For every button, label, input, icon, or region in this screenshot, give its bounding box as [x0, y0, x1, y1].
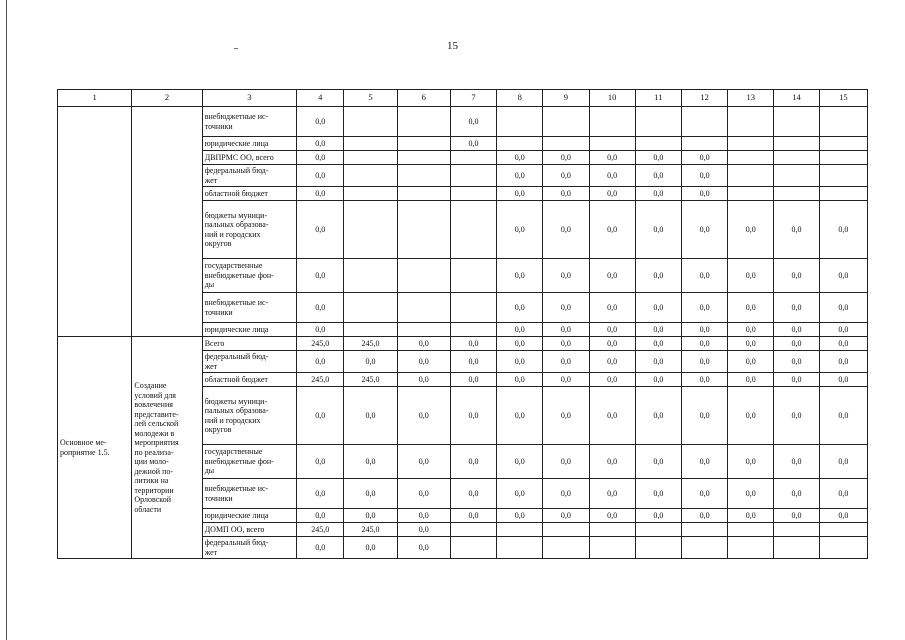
value-cell-col-12: 0,0: [681, 165, 727, 187]
value-cell-col-11: 0,0: [635, 337, 681, 351]
value-cell-col-12: 0,0: [681, 351, 727, 373]
value-cell-col-12: 0,0: [681, 187, 727, 201]
value-cell-col-12: 0,0: [681, 337, 727, 351]
value-cell-col-7: 0,0: [450, 387, 496, 445]
value-cell-col-12: 0,0: [681, 479, 727, 509]
value-cell-col-15: [819, 151, 867, 165]
column-header-8: 8: [497, 90, 543, 107]
value-cell-col-7: 0,0: [450, 337, 496, 351]
value-cell-col-7: [450, 165, 496, 187]
value-cell-col-8: 0,0: [497, 323, 543, 337]
value-cell-col-15: 0,0: [819, 323, 867, 337]
value-cell-col-12: 0,0: [681, 509, 727, 523]
column-header-4: 4: [297, 90, 344, 107]
column-header-1: 1: [58, 90, 132, 107]
value-cell-col-15: 0,0: [819, 259, 867, 293]
value-cell-col-9: 0,0: [543, 479, 589, 509]
value-cell-col-6: 0,0: [397, 523, 450, 537]
value-cell-col-9: 0,0: [543, 187, 589, 201]
value-cell-col-14: 0,0: [774, 387, 819, 445]
funding-source: бюджеты муници- пальных образова- ний и городских округов: [202, 387, 296, 445]
value-cell-col-7: [450, 151, 496, 165]
value-cell-col-13: 0,0: [728, 509, 774, 523]
value-cell-col-6: [397, 259, 450, 293]
value-cell-col-6: [397, 201, 450, 259]
value-cell-col-5: 0,0: [344, 537, 397, 559]
value-cell-col-4: 0,0: [297, 537, 344, 559]
value-cell-col-12: 0,0: [681, 445, 727, 479]
value-cell-col-9: 0,0: [543, 293, 589, 323]
value-cell-col-10: 0,0: [589, 479, 635, 509]
funding-source: областной бюджет: [202, 373, 296, 387]
value-cell-col-12: 0,0: [681, 259, 727, 293]
value-cell-col-14: 0,0: [774, 351, 819, 373]
value-cell-col-4: 0,0: [297, 107, 344, 137]
value-cell-col-5: 0,0: [344, 479, 397, 509]
value-cell-col-12: 0,0: [681, 323, 727, 337]
column-header-10: 10: [589, 90, 635, 107]
value-cell-col-11: 0,0: [635, 351, 681, 373]
value-cell-col-11: 0,0: [635, 323, 681, 337]
funding-source: юридические лица: [202, 509, 296, 523]
value-cell-col-14: 0,0: [774, 509, 819, 523]
value-cell-col-7: 0,0: [450, 351, 496, 373]
value-cell-col-10: 0,0: [589, 509, 635, 523]
column-header-2: 2: [132, 90, 202, 107]
value-cell-col-14: [774, 165, 819, 187]
value-cell-col-8: [497, 523, 543, 537]
column-header-9: 9: [543, 90, 589, 107]
value-cell-col-12: [681, 537, 727, 559]
value-cell-col-11: 0,0: [635, 151, 681, 165]
column-header-13: 13: [728, 90, 774, 107]
page-edge-line: [6, 0, 7, 640]
value-cell-col-15: 0,0: [819, 373, 867, 387]
value-cell-col-8: 0,0: [497, 387, 543, 445]
value-cell-col-14: [774, 187, 819, 201]
value-cell-col-14: [774, 523, 819, 537]
value-cell-col-6: 0,0: [397, 509, 450, 523]
value-cell-col-13: [728, 107, 774, 137]
value-cell-col-14: [774, 537, 819, 559]
funding-source: внебюджетные ис- точники: [202, 479, 296, 509]
value-cell-col-7: [450, 323, 496, 337]
value-cell-col-5: [344, 151, 397, 165]
value-cell-col-5: [344, 137, 397, 151]
value-cell-col-8: [497, 537, 543, 559]
value-cell-col-6: [397, 187, 450, 201]
value-cell-col-9: 0,0: [543, 259, 589, 293]
value-cell-col-15: [819, 187, 867, 201]
funding-table: [57, 89, 868, 559]
value-cell-col-8: 0,0: [497, 293, 543, 323]
value-cell-col-7: [450, 537, 496, 559]
value-cell-col-7: 0,0: [450, 137, 496, 151]
value-cell-col-5: [344, 201, 397, 259]
value-cell-col-14: 0,0: [774, 323, 819, 337]
value-cell-col-4: 0,0: [297, 351, 344, 373]
value-cell-col-7: 0,0: [450, 373, 496, 387]
value-cell-col-10: [589, 137, 635, 151]
value-cell-col-9: [543, 523, 589, 537]
value-cell-col-9: 0,0: [543, 323, 589, 337]
value-cell-col-14: 0,0: [774, 479, 819, 509]
page-number: 15: [447, 40, 458, 52]
value-cell-col-13: 0,0: [728, 323, 774, 337]
value-cell-col-8: 0,0: [497, 509, 543, 523]
funding-source: внебюджетные ис- точники: [202, 107, 296, 137]
value-cell-col-9: [543, 537, 589, 559]
value-cell-col-4: 0,0: [297, 259, 344, 293]
value-cell-col-5: 245,0: [344, 523, 397, 537]
value-cell-col-12: 0,0: [681, 373, 727, 387]
value-cell-col-13: 0,0: [728, 479, 774, 509]
value-cell-col-10: 0,0: [589, 351, 635, 373]
funding-source: федеральный бюд- жет: [202, 537, 296, 559]
funding-source: государственные внебюджетные фон- ды: [202, 445, 296, 479]
value-cell-col-6: [397, 165, 450, 187]
value-cell-col-8: 0,0: [497, 479, 543, 509]
measure-label-empty: [58, 107, 132, 337]
value-cell-col-9: 0,0: [543, 351, 589, 373]
funding-source: внебюджетные ис- точники: [202, 293, 296, 323]
value-cell-col-15: 0,0: [819, 337, 867, 351]
value-cell-col-6: [397, 323, 450, 337]
value-cell-col-8: 0,0: [497, 259, 543, 293]
column-header-12: 12: [681, 90, 727, 107]
value-cell-col-8: 0,0: [497, 151, 543, 165]
value-cell-col-14: [774, 137, 819, 151]
value-cell-col-11: [635, 107, 681, 137]
value-cell-col-13: 0,0: [728, 445, 774, 479]
value-cell-col-9: 0,0: [543, 165, 589, 187]
value-cell-col-6: [397, 137, 450, 151]
measure-label: Основное ме- роприятие 1.5.: [58, 337, 132, 559]
value-cell-col-8: 0,0: [497, 201, 543, 259]
value-cell-col-11: 0,0: [635, 201, 681, 259]
value-cell-col-9: 0,0: [543, 509, 589, 523]
value-cell-col-6: [397, 107, 450, 137]
value-cell-col-14: 0,0: [774, 293, 819, 323]
funding-source: Всего: [202, 337, 296, 351]
value-cell-col-13: [728, 523, 774, 537]
value-cell-col-6: [397, 293, 450, 323]
value-cell-col-4: 245,0: [297, 337, 344, 351]
value-cell-col-9: 0,0: [543, 151, 589, 165]
value-cell-col-13: 0,0: [728, 351, 774, 373]
value-cell-col-4: 0,0: [297, 387, 344, 445]
value-cell-col-11: 0,0: [635, 373, 681, 387]
value-cell-col-14: [774, 151, 819, 165]
value-cell-col-11: 0,0: [635, 187, 681, 201]
column-header-3: 3: [202, 90, 296, 107]
value-cell-col-5: [344, 323, 397, 337]
table-row: [58, 337, 868, 351]
value-cell-col-15: 0,0: [819, 351, 867, 373]
funding-source: федеральный бюд- жет: [202, 351, 296, 373]
value-cell-col-10: 0,0: [589, 259, 635, 293]
value-cell-col-9: [543, 137, 589, 151]
value-cell-col-6: 0,0: [397, 387, 450, 445]
value-cell-col-10: 0,0: [589, 201, 635, 259]
value-cell-col-11: 0,0: [635, 387, 681, 445]
value-cell-col-11: 0,0: [635, 479, 681, 509]
value-cell-col-10: [589, 107, 635, 137]
value-cell-col-7: [450, 201, 496, 259]
value-cell-col-5: [344, 165, 397, 187]
value-cell-col-15: 0,0: [819, 387, 867, 445]
value-cell-col-5: 0,0: [344, 351, 397, 373]
value-cell-col-11: 0,0: [635, 509, 681, 523]
value-cell-col-14: 0,0: [774, 445, 819, 479]
column-header-15: 15: [819, 90, 867, 107]
value-cell-col-5: 0,0: [344, 509, 397, 523]
value-cell-col-7: 0,0: [450, 445, 496, 479]
value-cell-col-5: [344, 259, 397, 293]
value-cell-col-10: 0,0: [589, 445, 635, 479]
value-cell-col-13: 0,0: [728, 337, 774, 351]
value-cell-col-15: [819, 107, 867, 137]
value-cell-col-10: [589, 523, 635, 537]
value-cell-col-6: 0,0: [397, 445, 450, 479]
funding-source: ДВПРМС ОО, всего: [202, 151, 296, 165]
measure-description-empty: [132, 107, 202, 337]
value-cell-col-13: 0,0: [728, 373, 774, 387]
value-cell-col-15: 0,0: [819, 509, 867, 523]
value-cell-col-8: 0,0: [497, 373, 543, 387]
value-cell-col-11: [635, 523, 681, 537]
value-cell-col-6: 0,0: [397, 337, 450, 351]
value-cell-col-14: 0,0: [774, 337, 819, 351]
value-cell-col-4: 0,0: [297, 137, 344, 151]
value-cell-col-13: 0,0: [728, 201, 774, 259]
value-cell-col-6: 0,0: [397, 351, 450, 373]
funding-source: областной бюджет: [202, 187, 296, 201]
value-cell-col-11: 0,0: [635, 293, 681, 323]
value-cell-col-13: [728, 537, 774, 559]
value-cell-col-15: 0,0: [819, 445, 867, 479]
value-cell-col-7: 0,0: [450, 107, 496, 137]
value-cell-col-6: [397, 151, 450, 165]
value-cell-col-13: [728, 151, 774, 165]
value-cell-col-7: [450, 293, 496, 323]
measure-description: Создание условий для вовлечения представите- лей сельской молодежи в мероприятия по реализа- ции моло- дежной по- литики на территории Орловской области: [132, 337, 202, 559]
value-cell-col-11: [635, 537, 681, 559]
value-cell-col-12: 0,0: [681, 151, 727, 165]
value-cell-col-15: [819, 523, 867, 537]
column-header-7: 7: [450, 90, 496, 107]
value-cell-col-4: 0,0: [297, 479, 344, 509]
value-cell-col-5: [344, 293, 397, 323]
value-cell-col-10: 0,0: [589, 151, 635, 165]
value-cell-col-9: 0,0: [543, 445, 589, 479]
value-cell-col-5: 245,0: [344, 337, 397, 351]
funding-source: ДОМП ОО, всего: [202, 523, 296, 537]
value-cell-col-6: 0,0: [397, 479, 450, 509]
value-cell-col-15: 0,0: [819, 479, 867, 509]
value-cell-col-10: 0,0: [589, 187, 635, 201]
value-cell-col-4: 0,0: [297, 323, 344, 337]
value-cell-col-7: 0,0: [450, 479, 496, 509]
value-cell-col-8: 0,0: [497, 165, 543, 187]
column-header-11: 11: [635, 90, 681, 107]
value-cell-col-14: 0,0: [774, 201, 819, 259]
value-cell-col-4: 245,0: [297, 373, 344, 387]
value-cell-col-4: 0,0: [297, 509, 344, 523]
value-cell-col-9: 0,0: [543, 387, 589, 445]
value-cell-col-14: 0,0: [774, 259, 819, 293]
column-header-5: 5: [344, 90, 397, 107]
value-cell-col-11: 0,0: [635, 165, 681, 187]
value-cell-col-9: [543, 107, 589, 137]
table-row: [58, 107, 868, 137]
value-cell-col-10: [589, 537, 635, 559]
value-cell-col-5: 0,0: [344, 445, 397, 479]
value-cell-col-9: 0,0: [543, 373, 589, 387]
value-cell-col-9: 0,0: [543, 201, 589, 259]
value-cell-col-13: 0,0: [728, 293, 774, 323]
value-cell-col-13: 0,0: [728, 387, 774, 445]
value-cell-col-4: 0,0: [297, 445, 344, 479]
value-cell-col-9: 0,0: [543, 337, 589, 351]
funding-source: юридические лица: [202, 323, 296, 337]
value-cell-col-8: 0,0: [497, 351, 543, 373]
value-cell-col-15: 0,0: [819, 201, 867, 259]
value-cell-col-12: 0,0: [681, 201, 727, 259]
value-cell-col-10: 0,0: [589, 323, 635, 337]
value-cell-col-4: 0,0: [297, 201, 344, 259]
value-cell-col-10: 0,0: [589, 293, 635, 323]
value-cell-col-5: [344, 107, 397, 137]
column-header-14: 14: [774, 90, 819, 107]
value-cell-col-7: [450, 187, 496, 201]
value-cell-col-6: 0,0: [397, 373, 450, 387]
value-cell-col-8: 0,0: [497, 337, 543, 351]
value-cell-col-10: 0,0: [589, 373, 635, 387]
value-cell-col-7: 0,0: [450, 509, 496, 523]
value-cell-col-8: 0,0: [497, 187, 543, 201]
value-cell-col-8: [497, 107, 543, 137]
value-cell-col-13: [728, 137, 774, 151]
value-cell-col-11: 0,0: [635, 259, 681, 293]
value-cell-col-10: 0,0: [589, 337, 635, 351]
value-cell-col-11: 0,0: [635, 445, 681, 479]
funding-source: юридические лица: [202, 137, 296, 151]
value-cell-col-11: [635, 137, 681, 151]
value-cell-col-7: [450, 259, 496, 293]
value-cell-col-15: [819, 137, 867, 151]
value-cell-col-12: [681, 523, 727, 537]
value-cell-col-5: 245,0: [344, 373, 397, 387]
value-cell-col-4: 0,0: [297, 151, 344, 165]
value-cell-col-10: 0,0: [589, 165, 635, 187]
value-cell-col-12: 0,0: [681, 293, 727, 323]
value-cell-col-4: 0,0: [297, 293, 344, 323]
value-cell-col-7: [450, 523, 496, 537]
column-number-header-row: [58, 90, 868, 107]
value-cell-col-4: 245,0: [297, 523, 344, 537]
value-cell-col-13: [728, 165, 774, 187]
value-cell-col-4: 0,0: [297, 165, 344, 187]
value-cell-col-10: 0,0: [589, 387, 635, 445]
value-cell-col-13: [728, 187, 774, 201]
value-cell-col-12: [681, 107, 727, 137]
funding-source: государственные внебюджетные фон- ды: [202, 259, 296, 293]
column-header-6: 6: [397, 90, 450, 107]
value-cell-col-15: 0,0: [819, 293, 867, 323]
value-cell-col-15: [819, 165, 867, 187]
value-cell-col-5: 0,0: [344, 387, 397, 445]
funding-source: федеральный бюд- жет: [202, 165, 296, 187]
value-cell-col-5: [344, 187, 397, 201]
value-cell-col-6: 0,0: [397, 537, 450, 559]
funding-source: бюджеты муници- пальных образова- ний и городских округов: [202, 201, 296, 259]
value-cell-col-8: [497, 137, 543, 151]
value-cell-col-15: [819, 537, 867, 559]
value-cell-col-12: 0,0: [681, 387, 727, 445]
value-cell-col-14: 0,0: [774, 373, 819, 387]
value-cell-col-13: 0,0: [728, 259, 774, 293]
value-cell-col-4: 0,0: [297, 187, 344, 201]
value-cell-col-14: [774, 107, 819, 137]
value-cell-col-12: [681, 137, 727, 151]
value-cell-col-8: 0,0: [497, 445, 543, 479]
